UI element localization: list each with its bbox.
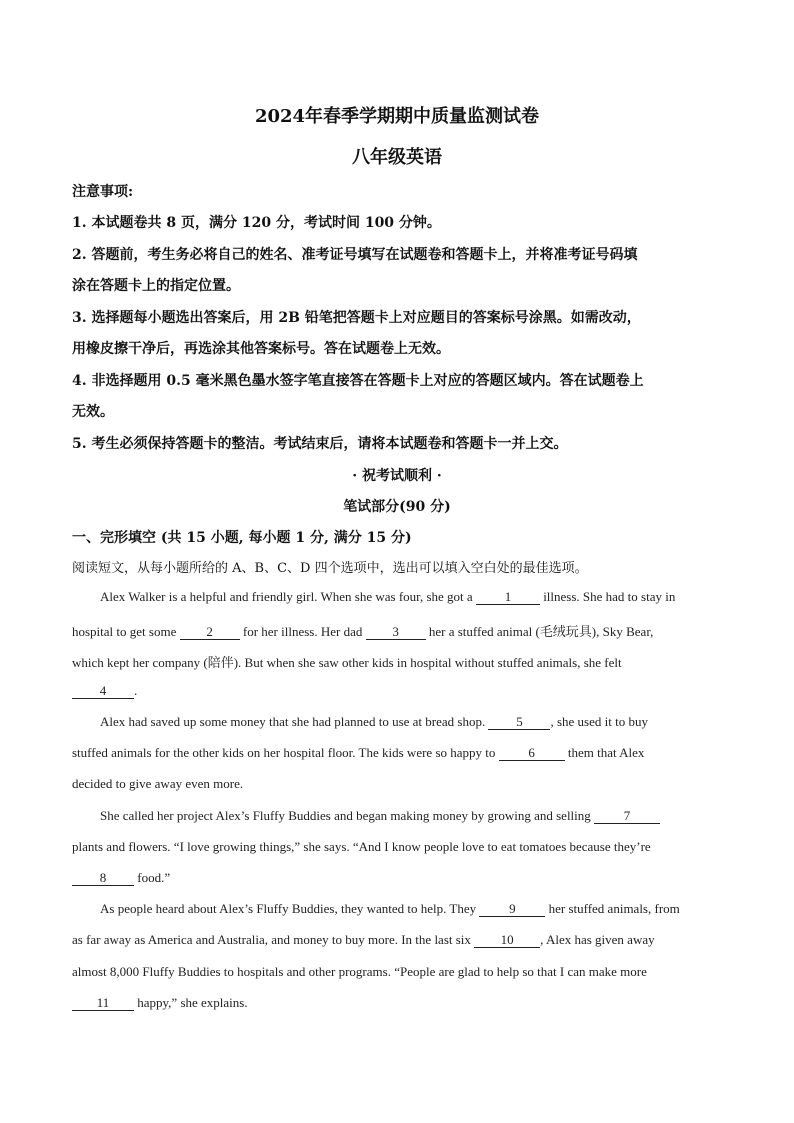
- passage-line: [72, 932, 732, 948]
- passage-line: [72, 683, 732, 699]
- notice-heading: 注意事项:: [72, 184, 134, 200]
- blank-10: 10: [474, 933, 540, 948]
- blank-5: 5: [488, 715, 550, 730]
- passage-text: as far away as America and Australia, and money to buy more. In the last six: [72, 932, 471, 947]
- passage-line: which kept her company (陪伴). But when she saw other kids in hospital without stuffed animals, she felt: [72, 655, 622, 670]
- passage-line: [100, 901, 740, 917]
- passage-text: her a stuffed animal (毛绒玩具), Sky Bear,: [428, 624, 654, 639]
- part-1-heading: 一、完形填空 (共 15 小题, 每小题 1 分, 满分 15 分): [72, 530, 412, 546]
- blank-8: 8: [72, 871, 134, 886]
- good-luck-wish: · 祝考试顺利 ·: [352, 468, 442, 484]
- notice-item-3-line-1: 3. 选择题每小题选出答案后，用 2B 铅笔把答题卡上对应题目的答案标号涂黑。如需改动，: [72, 310, 641, 326]
- passage-line: [72, 621, 732, 640]
- passage-line: [100, 714, 740, 730]
- part-1-instruction: 阅读短文，从每小题所给的 A、B、C、D 四个选项中，选出可以填入空白处的最佳选项。: [72, 561, 588, 576]
- passage-text: stuffed animals for the other kids on her hospital floor. The kids were so happy to: [72, 745, 496, 760]
- passage-line: plants and flowers. “I love growing things,” she says. “And I know people love to eat tomatoes because they’re: [72, 839, 651, 854]
- passage-line: [100, 808, 740, 824]
- notice-item-2-line-1: 2. 答题前，考生务必将自己的姓名、准考证号填写在试题卷和答题卡上，并将准考证号码填: [72, 247, 638, 263]
- blank-4: 4: [72, 684, 134, 699]
- blank-7: 7: [594, 809, 660, 824]
- blank-9: 9: [479, 902, 545, 917]
- passage-text: illness. She had to stay in: [543, 589, 676, 604]
- blank-2: 2: [180, 625, 240, 640]
- passage-line: almost 8,000 Fluffy Buddies to hospitals and other programs. “People are glad to help so that I can make more: [72, 964, 647, 979]
- notice-item-1: 1. 本试题卷共 8 页，满分 120 分，考试时间 100 分钟。: [72, 215, 441, 231]
- notice-item-4-line-1: 4. 非选择题用 0.5 毫米黑色墨水签字笔直接答在答题卡上对应的答题区域内。答在试题卷上: [72, 373, 644, 389]
- passage-text: Alex Walker is a helpful and friendly girl. When she was four, she got a: [100, 589, 473, 604]
- passage-text: , she used it to buy: [550, 714, 648, 729]
- passage-text: them that Alex: [567, 745, 645, 760]
- notice-item-4-line-2: 无效。: [72, 404, 114, 420]
- blank-1: 1: [476, 590, 540, 605]
- passage-text: her stuffed animals, from: [548, 901, 680, 916]
- passage-text: She called her project Alex’s Fluffy Buddies and began making money by growing and selling: [100, 808, 591, 823]
- passage-line: [72, 745, 732, 761]
- notice-item-3-line-2: 用橡皮擦干净后，再选涂其他答案标号。答在试题卷上无效。: [72, 341, 450, 357]
- notice-item-5: 5. 考生必须保持答题卡的整洁。考试结束后，请将本试题卷和答题卡一并上交。: [72, 436, 568, 452]
- notice-item-2-line-2: 涂在答题卡上的指定位置。: [72, 278, 240, 294]
- passage-line: [72, 995, 732, 1011]
- passage-text: food.”: [137, 870, 171, 885]
- passage-line: [100, 589, 740, 605]
- passage-text: Alex had saved up some money that she had planned to use at bread shop.: [100, 714, 486, 729]
- passage-text: As people heard about Alex’s Fluffy Buddies, they wanted to help. They: [100, 901, 477, 916]
- passage-text: for her illness. Her dad: [242, 624, 363, 639]
- passage-text: , Alex has given away: [540, 932, 655, 947]
- passage-text: .: [134, 683, 138, 698]
- blank-6: 6: [499, 746, 565, 761]
- exam-title: 2024年春季学期期中质量监测试卷: [254, 106, 540, 127]
- blank-11: 11: [72, 996, 134, 1011]
- passage-text: hospital to get some: [72, 624, 177, 639]
- passage-line: decided to give away even more.: [72, 776, 244, 791]
- passage-text: happy,” she explains.: [137, 995, 248, 1010]
- section-title: 笔试部分(90 分): [343, 499, 451, 515]
- exam-subject: 八年级英语: [352, 147, 442, 168]
- passage-line: [72, 870, 732, 886]
- blank-3: 3: [366, 625, 426, 640]
